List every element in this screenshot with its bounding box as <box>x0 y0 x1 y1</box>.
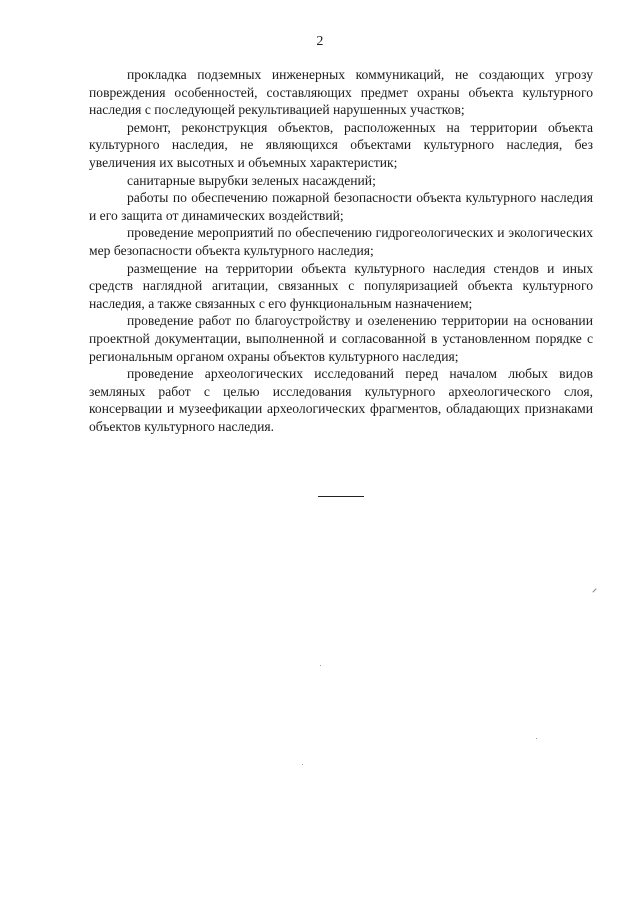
scan-mark <box>592 588 596 592</box>
paragraph-fire-safety: работы по обеспечению пожарной безопасности объекта культурного наследия и его защита от динамических воздействий; <box>89 190 593 223</box>
paragraph-sanitary-felling: санитарные вырубки зеленых насаждений; <box>127 172 376 188</box>
end-divider-line <box>318 496 364 497</box>
scan-speck <box>302 764 303 765</box>
scan-speck <box>536 738 537 739</box>
paragraph-landscaping: проведение работ по благоустройству и озеленению территории на основании проектной документации, выполненной и согласованной в установленном порядке с региональным органом охраны объектов культурного наследия; <box>89 313 593 364</box>
paragraph-repair-reconstruction: ремонт, реконструкция объектов, расположенных на территории объекта культурного наследия, не являющихся объектами культурного наследия, без увеличения их высотных и объемных характеристик; <box>89 119 593 170</box>
document-body <box>89 66 593 435</box>
paragraph-stands-placement: размещение на территории объекта культурного наследия стендов и иных средств наглядной агитации, связанных с популяризацией объекта культурного наследия, а также связанных с его функциональным назначением; <box>89 260 593 311</box>
paragraph-hydrogeological-measures: проведение мероприятий по обеспечению гидрогеологических и экологических мер безопасности объекта культурного наследия; <box>89 225 593 258</box>
paragraph-archaeological-research: проведение археологических исследований перед началом любых видов земляных работ с целью исследования культурного археологического слоя, консервации и музеефикации археологических фрагментов, обладающих признаками объектов культурного наследия. <box>89 366 593 434</box>
scan-speck <box>320 665 321 666</box>
page-number: 2 <box>316 34 324 49</box>
paragraph-underground-utilities: прокладка подземных инженерных коммуникаций, не создающих угрозу повреждения особенностей, составляющих предмет охраны объекта культурного наследия с последующей рекультивацией нарушенных участков; <box>89 67 593 118</box>
